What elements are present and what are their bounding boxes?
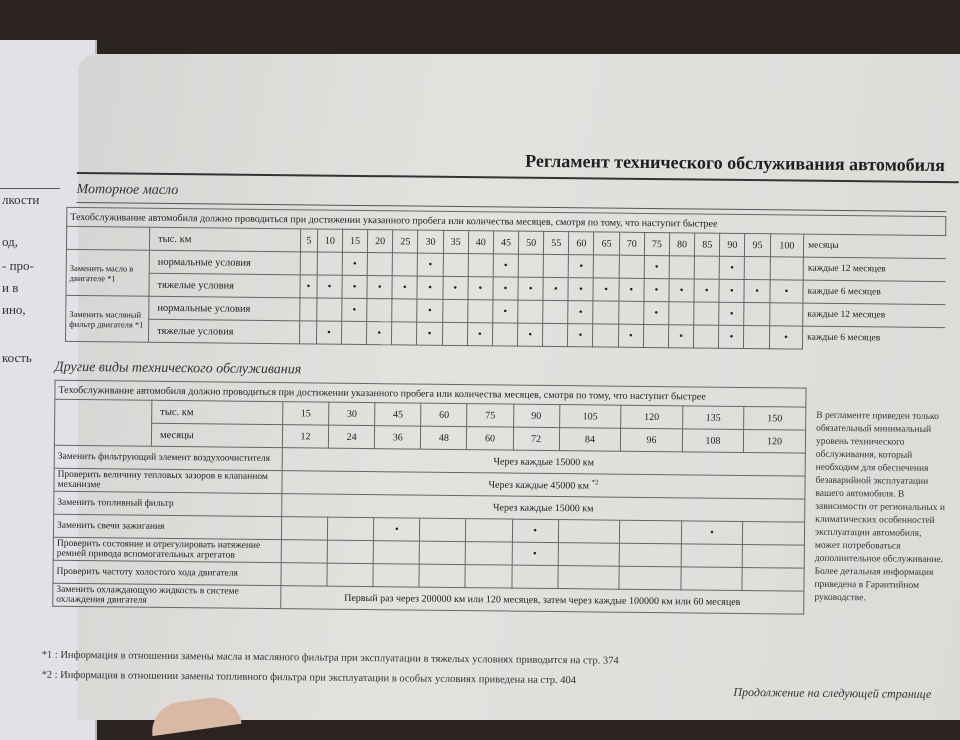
empty-cell <box>593 301 618 324</box>
dot-icon: • <box>628 329 633 342</box>
footnote-2: *2 : Информация в отношении замены топливного фильтра при эксплуатации в особых условиях приведена на стр. 404 <box>41 669 577 687</box>
left-page-text: лкости <box>2 192 40 207</box>
left-page-rule <box>0 188 60 189</box>
dot-icon: • <box>730 261 735 274</box>
dot-icon: • <box>679 329 684 342</box>
empty-cell <box>558 520 620 544</box>
empty-cell <box>742 544 804 568</box>
service-dot <box>392 276 417 299</box>
dot-icon: • <box>729 307 734 320</box>
month-header: 36 <box>375 426 421 449</box>
empty-cell <box>492 323 517 346</box>
dot-icon: • <box>377 326 382 339</box>
service-dot <box>568 278 593 301</box>
left-page-text: и в <box>2 280 19 295</box>
km-label: тыс. км <box>152 400 283 424</box>
dot-icon: • <box>352 257 357 270</box>
service-dot <box>342 298 367 321</box>
empty-cell <box>594 255 619 278</box>
mileage-header: 50 <box>518 231 543 254</box>
interval-text: Через каждые 15000 км <box>282 448 805 476</box>
mileage-header: 40 <box>468 231 493 254</box>
service-dot <box>517 323 542 346</box>
service-dot <box>619 278 644 301</box>
empty-cell <box>769 303 803 326</box>
footnote-mark: *2 <box>591 478 599 487</box>
empty-cell <box>443 253 468 276</box>
left-page-text: од, <box>2 234 18 249</box>
service-dot <box>593 278 618 301</box>
dot-icon: • <box>784 284 789 297</box>
dot-icon: • <box>532 547 537 560</box>
empty-cell <box>327 540 373 563</box>
empty-cell <box>442 299 467 322</box>
maintenance-item-label: Заменить охлаждающую жидкость в системе охлаждения двигателя <box>53 583 281 608</box>
continued-note: Продолжение на следующей странице <box>733 684 932 701</box>
service-dot <box>316 321 341 344</box>
month-header: 84 <box>559 428 621 452</box>
empty-cell <box>317 252 342 275</box>
empty-cell <box>694 302 719 325</box>
mileage-header: 60 <box>569 232 594 255</box>
empty-cell <box>328 517 374 540</box>
service-dot <box>342 252 367 275</box>
service-dot <box>512 542 558 565</box>
service-dot <box>442 276 467 299</box>
empty-cell <box>744 325 769 348</box>
oil-section-title: Моторное масло <box>76 181 179 199</box>
service-dot <box>719 256 744 279</box>
empty-cell <box>643 324 668 347</box>
dot-icon: • <box>654 306 659 319</box>
empty-cell <box>392 253 417 276</box>
empty-cell <box>744 302 769 325</box>
empty-cell <box>742 567 804 591</box>
month-header: 24 <box>328 425 374 448</box>
maintenance-table <box>52 380 806 615</box>
dot-icon: • <box>477 327 482 340</box>
mileage-header: 20 <box>368 230 393 253</box>
dot-icon: • <box>553 282 558 295</box>
dot-icon: • <box>729 284 734 297</box>
service-dot <box>569 255 594 278</box>
maintenance-item-label: Проверить величину тепловых зазоров в клапанном механизме <box>54 468 282 493</box>
dot-icon: • <box>783 330 788 343</box>
empty-cell <box>367 299 392 322</box>
empty-cell <box>620 520 682 544</box>
dot-icon: • <box>427 304 432 317</box>
km-header: 105 <box>559 405 621 429</box>
empty-cell <box>593 324 618 347</box>
dot-icon: • <box>578 328 583 341</box>
km-header: 75 <box>467 404 513 427</box>
dot-icon: • <box>533 524 538 537</box>
service-dot <box>342 275 367 298</box>
mileage-header: 95 <box>745 233 770 256</box>
empty-cell <box>392 299 417 322</box>
mileage-header: 75 <box>644 232 669 255</box>
condition-label: нормальные условия <box>149 296 300 321</box>
mileage-header: 5 <box>300 229 317 252</box>
mileage-header: 10 <box>317 229 342 252</box>
empty-cell <box>770 257 804 280</box>
header-blank-cell <box>54 399 151 446</box>
empty-cell <box>466 542 512 565</box>
empty-cell <box>669 256 694 279</box>
service-dot <box>493 300 518 323</box>
empty-cell <box>619 255 644 278</box>
maintenance-item-label: Проверить состояние и отрегулировать натяжение ремней привода вспомогательных агрегатов <box>53 537 281 562</box>
empty-cell <box>300 252 317 275</box>
maintenance-item-label: Проверить частоту холостого хода двигателя <box>53 560 281 585</box>
maintenance-item-label: Заменить фильтрующий элемент воздухоочистителя <box>54 445 282 470</box>
dot-icon: • <box>402 280 407 293</box>
month-header: 108 <box>682 429 744 453</box>
empty-cell <box>619 566 681 590</box>
empty-cell <box>694 325 719 348</box>
dot-icon: • <box>478 281 483 294</box>
empty-cell <box>466 519 512 542</box>
km-header: 135 <box>682 406 744 430</box>
service-dot <box>468 277 493 300</box>
service-dot <box>770 280 804 303</box>
km-header: 30 <box>329 402 375 425</box>
empty-cell <box>694 256 719 279</box>
condition-label: нормальные условия <box>149 250 300 275</box>
dot-icon: • <box>503 304 508 318</box>
interval-text: Через каждые 15000 км <box>282 494 805 522</box>
empty-cell <box>558 566 620 590</box>
empty-cell <box>299 321 316 344</box>
dot-icon: • <box>306 279 311 292</box>
dot-icon: • <box>377 280 382 293</box>
oil-caption: Техобслуживание автомобиля должно проводиться при достижении указанного пробега или количества месяцев, смотря по тому, что наступит быстрее <box>67 207 946 235</box>
dot-icon: • <box>428 281 433 294</box>
condition-label: тяжелые условия <box>149 273 300 298</box>
dot-icon: • <box>427 327 432 340</box>
service-dot <box>644 255 669 278</box>
dot-icon: • <box>352 303 357 316</box>
mileage-header: 35 <box>443 230 468 253</box>
dot-icon: • <box>755 284 760 297</box>
empty-cell <box>511 565 557 588</box>
empty-cell <box>281 540 327 563</box>
oil-corner-cell <box>66 226 149 250</box>
dot-icon: • <box>654 283 659 296</box>
dot-icon: • <box>352 280 357 293</box>
km-header: 120 <box>621 405 683 429</box>
mileage-header: 15 <box>342 229 367 252</box>
empty-cell <box>543 323 568 346</box>
service-dot <box>568 301 593 324</box>
dot-icon: • <box>629 283 634 296</box>
mileage-header: 30 <box>418 230 443 253</box>
dot-icon: • <box>528 282 533 295</box>
service-dot <box>694 279 719 302</box>
service-dot <box>417 276 442 299</box>
empty-cell <box>420 518 466 541</box>
dot-icon: • <box>503 281 508 295</box>
month-header: 120 <box>744 429 806 453</box>
service-dot <box>417 299 442 322</box>
interval-text: Первый раз через 200000 км или 120 месяцев, затем через каждые 100000 км или 60 месяцев <box>281 586 804 614</box>
dot-icon: • <box>578 282 583 295</box>
service-dot <box>493 254 518 277</box>
period-label: каждые 6 месяцев <box>803 280 945 304</box>
service-dot <box>543 277 568 300</box>
period-label: каждые 12 месяцев <box>803 257 945 281</box>
empty-cell <box>281 563 327 586</box>
dot-icon: • <box>578 305 583 318</box>
footnote-1: *1 : Информация в отношении замены масла и масляного фильтра при эксплуатации в тяжелых условиях приводится на стр. 374 <box>41 649 619 667</box>
service-dot <box>417 322 442 345</box>
month-header: 12 <box>282 425 328 448</box>
empty-cell <box>281 517 327 540</box>
service-dot <box>719 325 744 348</box>
left-page-text: кость <box>2 350 32 365</box>
condition-label: тяжелые условия <box>148 319 299 344</box>
empty-cell <box>681 567 743 591</box>
dot-icon: • <box>604 283 609 296</box>
empty-cell <box>518 254 543 277</box>
months-header: месяцы <box>804 234 946 258</box>
empty-cell <box>442 322 467 345</box>
mileage-header: 45 <box>493 231 518 254</box>
month-header: 60 <box>467 427 513 450</box>
service-dot <box>418 253 443 276</box>
mileage-header: 25 <box>393 230 418 253</box>
service-dot <box>744 279 769 302</box>
km-header: 60 <box>421 403 467 426</box>
mileage-header: 85 <box>695 233 720 256</box>
oil-unit-header: тыс. км <box>149 227 300 252</box>
oil-table <box>65 207 946 351</box>
page-title: Регламент технического обслуживания автомобиля <box>525 150 945 176</box>
empty-cell <box>619 543 681 567</box>
dot-icon: • <box>709 526 714 539</box>
km-header: 90 <box>513 404 559 427</box>
service-dot <box>367 322 392 345</box>
service-dot <box>317 275 342 298</box>
service-dot <box>618 324 643 347</box>
empty-cell <box>558 543 620 567</box>
other-section-title: Другие виды технического обслуживания <box>54 359 302 378</box>
left-page-text: - про- <box>2 258 34 273</box>
dot-icon: • <box>327 280 332 293</box>
manual-page <box>41 54 960 720</box>
other-caption: Техобслуживание автомобиля должно проводиться при достижении указанного пробега или количества месяцев, смотря по тому, что наступит быстрее <box>55 380 806 407</box>
service-dot <box>644 278 669 301</box>
empty-cell <box>419 564 465 587</box>
service-dot <box>493 277 518 300</box>
dot-icon: • <box>528 328 533 341</box>
empty-cell <box>316 298 341 321</box>
empty-cell <box>327 563 373 586</box>
empty-cell <box>745 256 770 279</box>
dot-icon: • <box>704 284 709 297</box>
km-header: 150 <box>744 406 806 430</box>
oil-group-label: Заменить масло в двигателе *1 <box>66 249 149 296</box>
empty-cell <box>669 302 694 325</box>
km-header: 15 <box>283 402 329 425</box>
service-dot <box>719 302 744 325</box>
empty-cell <box>465 565 511 588</box>
mileage-header: 100 <box>770 234 804 257</box>
service-dot <box>512 519 558 542</box>
empty-cell <box>367 253 392 276</box>
dot-icon: • <box>654 260 659 273</box>
service-dot <box>568 324 593 347</box>
dot-icon: • <box>326 326 331 339</box>
mileage-header: 90 <box>720 233 745 256</box>
mileage-header: 70 <box>619 232 644 255</box>
maintenance-item-label: Заменить свечи зажигания <box>53 514 281 539</box>
dot-icon: • <box>729 330 734 343</box>
service-dot <box>467 323 492 346</box>
service-dot <box>518 277 543 300</box>
mileage-header: 65 <box>594 232 619 255</box>
period-label: каждые 12 месяцев <box>803 303 945 327</box>
dot-icon: • <box>679 283 684 296</box>
empty-cell <box>743 521 805 545</box>
service-dot <box>668 325 693 348</box>
period-label: каждые 6 месяцев <box>803 326 945 350</box>
empty-cell <box>543 254 568 277</box>
empty-cell <box>681 544 743 568</box>
empty-cell <box>341 321 366 344</box>
empty-cell <box>373 541 419 564</box>
month-header: 72 <box>513 427 559 450</box>
dot-icon: • <box>428 258 433 271</box>
service-dot <box>300 275 317 298</box>
empty-cell <box>468 254 493 277</box>
month-header: 96 <box>621 428 683 452</box>
mileage-header: 55 <box>544 231 569 254</box>
left-page-text: ино, <box>2 302 26 317</box>
oil-group-label: Заменить масляный фильтр двигателя *1 <box>65 295 148 342</box>
km-header: 45 <box>375 403 421 426</box>
empty-cell <box>373 564 419 587</box>
dot-icon: • <box>503 258 508 272</box>
interval-text: Через каждые 45000 км $^{*2}$ <box>282 471 805 499</box>
service-dot <box>374 518 420 541</box>
empty-cell <box>618 301 643 324</box>
dot-icon: • <box>394 522 399 535</box>
service-dot <box>719 279 744 302</box>
service-dot <box>643 301 668 324</box>
maintenance-item-label: Заменить топливный фильтр <box>54 491 282 516</box>
service-dot <box>669 279 694 302</box>
empty-cell <box>300 298 317 321</box>
empty-cell <box>543 300 568 323</box>
mileage-header: 80 <box>669 233 694 256</box>
dot-icon: • <box>453 281 458 294</box>
side-note: В регламенте приведен только обязательный минимальный уровень технического обслуживания, который необходим для обеспечения безаварийной эксплуатации вашего автомобиля. В зависимости от региональных и климатических особенностей эксплуатации автомобиля, может потребоваться дополнительное обслуживание. Более детальная информация приведена в Гарантийном руководстве. <box>814 410 946 604</box>
service-dot <box>681 521 743 545</box>
months-label: месяцы <box>151 423 282 447</box>
month-header: 48 <box>421 426 467 449</box>
dot-icon: • <box>579 259 584 272</box>
empty-cell <box>518 300 543 323</box>
empty-cell <box>467 300 492 323</box>
service-dot <box>769 326 803 349</box>
empty-cell <box>392 322 417 345</box>
empty-cell <box>420 541 466 564</box>
service-dot <box>367 276 392 299</box>
